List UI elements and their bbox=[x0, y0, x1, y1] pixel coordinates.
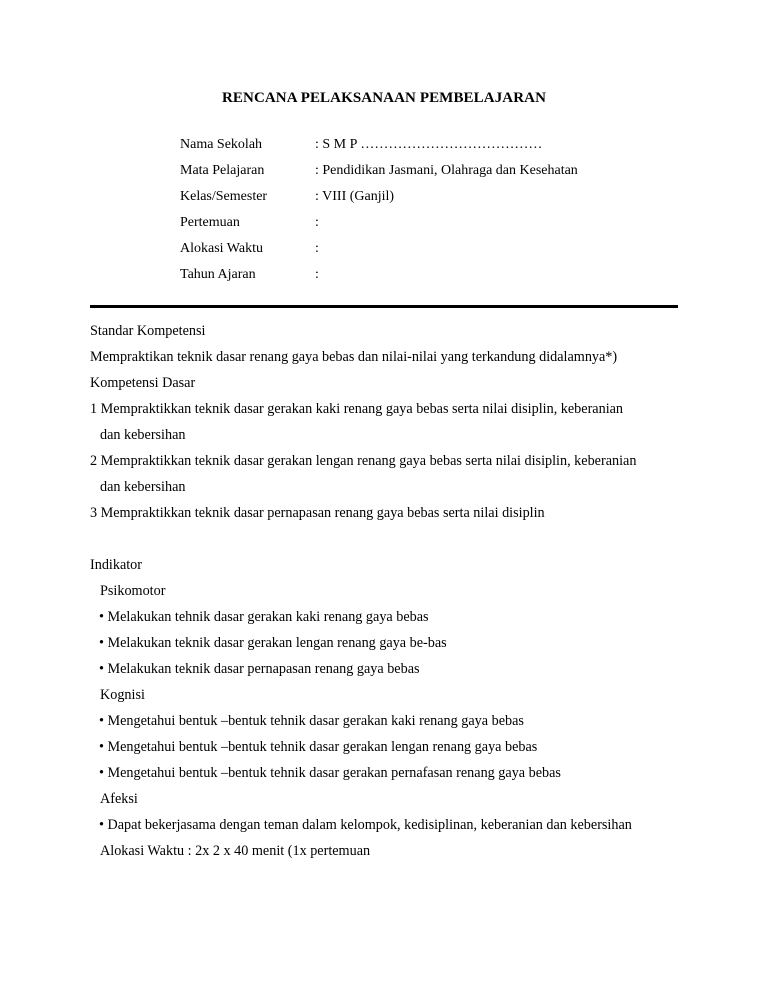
indicator-item: • Mengetahui bentuk –bentuk tehnik dasar gerakan kaki renang gaya bebas bbox=[99, 713, 524, 729]
identity-value: : S M P ………………………………… bbox=[315, 137, 543, 152]
section-heading-standar: Standar Kompetensi bbox=[90, 323, 206, 339]
identity-label: Pertemuan bbox=[180, 215, 240, 230]
identity-row-year bbox=[180, 267, 578, 293]
kompetensi-item: 2 Mempraktikkan teknik dasar gerakan lengan renang gaya bebas serta nilai disiplin, keberanian bbox=[90, 453, 637, 469]
identity-label: Nama Sekolah bbox=[180, 137, 263, 152]
section-heading-kompetensi: Kompetensi Dasar bbox=[90, 375, 196, 391]
identity-row-school bbox=[180, 137, 578, 163]
identity-row-time bbox=[180, 241, 578, 267]
identity-label: Mata Pelajaran bbox=[180, 163, 265, 178]
kompetensi-item: 3 Mempraktikkan teknik dasar pernapasan renang gaya bebas serta nilai disiplin bbox=[90, 505, 545, 521]
indicator-item: • Dapat bekerjasama dengan teman dalam kelompok, kedisiplinan, keberanian dan kebersihan bbox=[99, 817, 632, 833]
identity-label: Kelas/Semester bbox=[180, 189, 268, 204]
indicator-item: • Mengetahui bentuk –bentuk tehnik dasar gerakan pernafasan renang gaya bebas bbox=[99, 765, 561, 781]
kompetensi-item-continued: dan kebersihan bbox=[100, 479, 186, 495]
standar-text: Mempraktikan teknik dasar renang gaya bebas dan nilai-nilai yang terkandung didalamnya*) bbox=[90, 349, 618, 365]
identity-value: : bbox=[315, 267, 319, 282]
indicator-item: • Melakukan teknik dasar pernapasan renang gaya bebas bbox=[99, 661, 420, 677]
identity-row-meeting bbox=[180, 215, 578, 241]
indicator-item: • Mengetahui bentuk –bentuk tehnik dasar gerakan lengan renang gaya bebas bbox=[99, 739, 538, 755]
indicator-item: • Melakukan teknik dasar gerakan lengan renang gaya be-bas bbox=[99, 635, 447, 651]
identity-value: : bbox=[315, 241, 319, 256]
document-body bbox=[90, 318, 690, 864]
identity-value: : bbox=[315, 215, 319, 230]
section-heading-indikator: Indikator bbox=[90, 557, 143, 573]
indicator-item: • Melakukan tehnik dasar gerakan kaki renang gaya bebas bbox=[99, 609, 429, 625]
blank-line bbox=[90, 526, 690, 552]
document-title: RENCANA PELAKSANAAN PEMBELAJARAN bbox=[221, 90, 547, 106]
subheading-psikomotor: Psikomotor bbox=[100, 583, 166, 599]
subheading-kognisi: Kognisi bbox=[100, 687, 145, 703]
identity-label: Alokasi Waktu bbox=[180, 241, 263, 256]
identity-value: : VIII (Ganjil) bbox=[315, 189, 395, 204]
identity-table bbox=[180, 137, 578, 293]
identity-label: Tahun Ajaran bbox=[180, 267, 256, 282]
identity-row-subject bbox=[180, 163, 578, 189]
header-divider bbox=[90, 305, 678, 308]
kompetensi-item: 1 Mempraktikkan teknik dasar gerakan kaki renang gaya bebas serta nilai disiplin, keberanian bbox=[90, 401, 624, 417]
identity-value: : Pendidikan Jasmani, Olahraga dan Kesehatan bbox=[315, 163, 578, 178]
subheading-afeksi: Afeksi bbox=[100, 791, 138, 807]
identity-row-class bbox=[180, 189, 578, 215]
kompetensi-item-continued: dan kebersihan bbox=[100, 427, 186, 443]
time-allocation: Alokasi Waktu : 2x 2 x 40 menit (1x pertemuan bbox=[100, 843, 371, 859]
